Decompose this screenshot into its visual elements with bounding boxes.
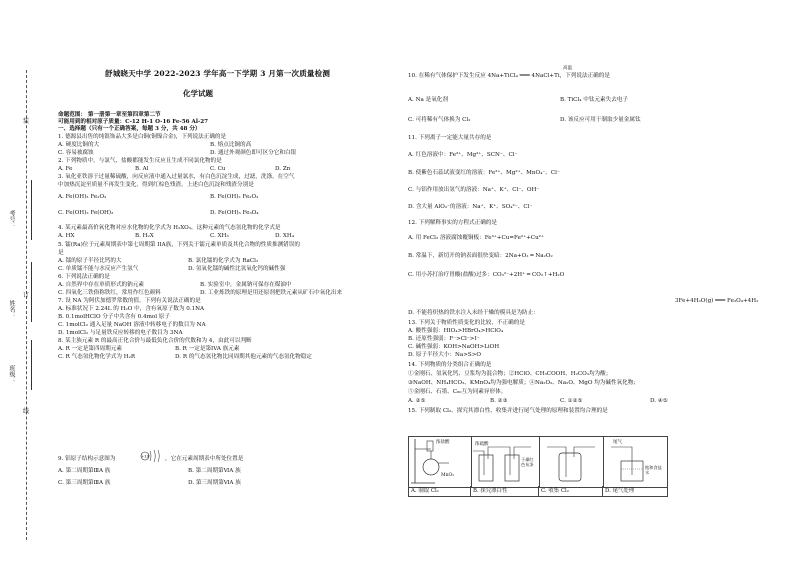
q6-option-a: A. 自然界中存在单质形式的钠元素	[58, 282, 144, 288]
label-dry-cloth: 干燥红色布条	[521, 457, 534, 467]
q1-stem: 1. 德源县出售的纯银饰品大多是白铜(铜镍合金)，下列说法正确的是	[58, 134, 227, 140]
q12-option-d-equation: 3Fe+4H₂O(g) ═══ Fe₃O₄+4H₂	[675, 298, 759, 304]
q5-option-d: D. 氢氧化镭的碱性比氢氧化钙的碱性强	[188, 266, 286, 272]
q2-option-c: C. Cu	[210, 166, 226, 172]
q5-option-b: B. 氯化镭的化学式为 RaCl₂	[188, 258, 259, 264]
caption-a: A. 制取 Cl₂	[409, 486, 471, 496]
apparatus-a	[409, 437, 472, 487]
q8-stem: 8. 某主族元素 R 的最高正化合价与最低负化合价的代数和为 4，由此可以判断	[58, 338, 252, 344]
label-tail-gas: 尾气	[613, 440, 622, 445]
caption-d: D. 尾气处理	[605, 488, 635, 494]
q4-option-b: B. H₂X	[135, 233, 154, 239]
q13-option-a: A. 酸性强弱：HIO₄>HBrO₄>HClO₄	[408, 328, 504, 334]
q6-stem: 6. 下列说法正确的是	[58, 274, 110, 280]
q4-option-d: D. XH₄	[275, 233, 294, 239]
q14-option-a: A. ②⑤	[408, 398, 426, 404]
seat-label: 考号：	[8, 210, 15, 228]
apparatus-d	[603, 437, 667, 487]
q13-option-b: B. 还原性强弱：F⁻>Cl⁻>I⁻	[408, 336, 480, 342]
q9-option-d: D. 第三周期第ⅥA 族	[188, 480, 241, 486]
q7-stem: 7. 设 NA 为阿伏加德罗常数的值。下列有关说法正确的是	[58, 298, 201, 304]
q1-option-c: C. 容易被腐蚀	[58, 150, 94, 156]
label-sat-brine: 饱和食盐水	[645, 465, 662, 475]
q3-stem-1: 3. 氧化亚铁溶于过量稀硫酸，向反应液中通入过量氯水，有白色沉淀生成，过滤，洗涤，在空气	[58, 174, 295, 180]
q7-option-a: A. 标准状况下 2.24L 的 H₂O 中，含有氧原子数为 0.1NA	[58, 306, 205, 312]
q13-stem: 13. 下列关于物质性质变化的比较，不正确的是	[408, 320, 525, 326]
q10-option-d: D. 该反应可用于制取少量金属钛	[560, 117, 641, 123]
atomic-mass-line: 可能用到的相对原子质量：C-12 H-1 O-16 Fe-56 Al-27	[58, 119, 209, 125]
q12-option-d: D. 不能将炽热的铁水注入未经干燥的模具是为防止：	[408, 310, 539, 316]
q14-item-1: ①金刚石、氢氧化钙、豆浆均为混合物；②HClO、CH₃COOH、H₂CO₃均为酸；	[408, 371, 612, 377]
q1-option-d: D. 通过外观颜色即可区分它和白银	[210, 150, 297, 156]
section-heading: 一、选择题（只有一个正确答案，每题 3 分，共 48 分）	[58, 126, 201, 132]
q14-item-3: ⑤金刚石、石墨、C₆₀互为同素异形体。	[408, 389, 507, 395]
exam-subtitle: 化学试题	[183, 89, 213, 98]
q15-stem: 15. 下列制取 Cl₂、探究其漂白性、收集并进行尾气处理的原理和装置均合理的是	[408, 408, 608, 414]
q5-option-a: A. 镭的原子半径比钙的大	[58, 258, 122, 264]
q3-option-d: D. Fe(OH)₃ Fe₃O₄	[210, 210, 259, 216]
q11-option-a: A. 红色溶液中：Fe³⁺、Mg²⁺、SCN⁻、Cl⁻	[408, 152, 518, 158]
q5-option-c: C. 单质镭不能与水反应产生氢气	[58, 266, 139, 272]
binding-mark-zhuang: 装	[22, 118, 29, 125]
q10-condition: 高温	[563, 66, 572, 71]
q3-option-a: A. Fe(OH)₃ Fe₂O₃	[58, 194, 107, 200]
q2-option-d: D. Zn	[275, 166, 291, 172]
q10-stem: 10. 在稀有气体保护下发生反应 4Na+TiCl₄ ═══ 4NaCl+Ti，下列说法正确的是	[408, 73, 610, 79]
q7-option-d: D. 1molCl₂ 与足量铁反应转移的电子数目为 3NA	[58, 330, 183, 336]
q5-stem-2: 是	[58, 250, 64, 256]
q8-option-c: C. R 气态氢化物化学式为 H₂R	[58, 354, 136, 360]
q14-item-2: ③NaOH、NH₄HCO₃、KMnO₄均为强电解质；④Na₂O₂、Na₂O、MgO 均为碱性氧化物；	[408, 380, 639, 386]
q9-stem: 9. 铝原子结构示意图为	[58, 456, 116, 462]
q14-option-c: C. ①②⑤	[560, 398, 583, 404]
q13-option-d: D. 原子半径大小：Na>S>O	[408, 352, 482, 358]
q5-stem-1: 5. 镭(Ra)位于元素周期表中第七周期第 IIA族，下列关于镭元素单质及其化合物的性质推测错误的	[58, 242, 300, 248]
q7-option-c: C. 1molCl₂ 通入足量 NaOH 溶液中转移电子的数目为 NA	[58, 322, 206, 328]
name-field-line	[31, 262, 32, 322]
q10-option-c: C. 可将稀有气体换为 Cl₂	[408, 117, 471, 123]
label-conc-h2so4: 浓硫酸	[475, 442, 489, 447]
caption-b: B. 探究漂白性	[471, 486, 539, 496]
q11-option-c: C. 与铝作用放出氢气的溶液：Na⁺、K⁺、Cl⁻、OH⁻	[408, 187, 540, 193]
q1-option-a: A. 硬度比铜的大	[58, 142, 100, 148]
apparatus-figure	[408, 436, 668, 488]
q2-stem: 2. 下列物质中，与氯气、盐酸都能发生反应且生成不同氯化物的是	[58, 158, 222, 164]
apparatus-c	[539, 437, 604, 487]
label-mno2: MnO₂	[441, 473, 454, 478]
q9-stem-tail: ，它在元素周期表中所处位置是	[165, 456, 244, 462]
q4-stem: 4. 某元素最高价氧化物对应水化物的化学式为 H₂XO₃，这种元素的气态氢化物的化学式是	[58, 225, 281, 231]
caption-c: C. 收集 Cl₂	[539, 486, 603, 496]
q11-option-d: D. 含大量 AlO₂⁻的溶液：Na⁺、K⁺、SO₄²⁻、Cl⁻	[408, 204, 533, 210]
q6-option-c: C. 四氧化三铁俗称铁红，常用作红色颜料	[58, 290, 161, 296]
q6-option-d: D. 工业炼铁的原理是用还原剂把铁元素从矿石中氧化出来	[200, 290, 343, 296]
exam-scope: 命题范围： 第一册第一章至第四章第二节	[58, 112, 161, 118]
class-field-line	[31, 340, 32, 390]
q4-option-c: C. XH₃	[210, 233, 229, 239]
q9-option-b: B. 第二周期第ⅥA 族	[188, 468, 241, 474]
name-label: 姓名：	[8, 300, 15, 318]
q7-option-b: B. 0.1molHClO 分子中共含有 0.4mol 原子	[58, 314, 170, 320]
q12-stem: 12. 下列解释事实的方程式正确的是	[408, 220, 497, 226]
q14-option-b: B. ②③	[490, 398, 508, 404]
q1-option-b: B. 熔点比铜的高	[210, 142, 252, 148]
binding-line	[26, 70, 27, 540]
q11-stem: 11. 下列离子一定能大量共存的是	[408, 135, 492, 141]
label-conc-hcl: 浓盐酸	[436, 440, 450, 445]
q2-option-b: B. Al	[135, 166, 149, 172]
q2-option-a: A. Fe	[58, 166, 73, 172]
binding-mark-ding: 订	[22, 292, 29, 299]
q3-option-b: B. Fe(OH)₂ Fe₂O₃	[210, 194, 259, 200]
q8-option-a: A. R 一定是第四周期元素	[58, 346, 122, 352]
q10-option-a: A. Na 是氧化剂	[408, 97, 448, 103]
q12-option-b: B. 常温下，新切开的钠表面很快变暗：2Na+O₂ ═ Na₂O₂	[408, 253, 553, 259]
q6-option-b: B. 实验室中，金属钠可保存在煤油中	[200, 282, 292, 288]
q9-option-a: A. 第二周期第ⅢA 族	[58, 468, 111, 474]
q12-option-a: A. 用 FeCl₃ 溶液腐蚀覆铜板：Fe³⁺+Cu=Fe²⁺+Cu²⁺	[408, 235, 544, 241]
q4-option-a: A. HX	[58, 233, 75, 239]
apparatus-b	[471, 437, 540, 487]
q8-option-d: D. R 的气态氢化物比同周期其他元素的气态氢化物稳定	[175, 354, 312, 360]
q14-stem: 14. 下列物质的分类组合正确的是	[408, 362, 492, 368]
aluminum-atom-diagram	[140, 448, 162, 464]
apparatus-captions	[408, 486, 668, 497]
class-label: 班级：	[8, 365, 15, 383]
q14-option-d: D. ④⑤	[650, 398, 668, 404]
q3-stem-2: 中加热沉淀至质量不再发生变化，得到红棕色残渣。上述白色沉淀和残渣分别是	[58, 182, 254, 188]
q10-option-b: B. TiCl₄ 中钛元素失去电子	[560, 97, 629, 103]
q12-option-c: C. 用小苏打治疗胃酸(盐酸)过多：CO₃²⁻+2H⁺ ═ CO₂↑+H₂O	[408, 272, 565, 278]
svg-text:+13: +13	[141, 454, 149, 459]
q3-option-c: C. Fe(OH)₂ Fe(OH)₃	[58, 210, 114, 216]
q8-option-b: B. R 一定是第IVA 族元素	[175, 346, 240, 352]
binding-mark-xian: 线	[22, 408, 29, 415]
q9-option-c: C. 第三周期第ⅢA 族	[58, 480, 111, 486]
q13-option-c: C. 碱性强弱：KOH>NaOH>LiOH	[408, 344, 500, 350]
seat-field-line	[31, 180, 32, 240]
exam-title: 舒城晓天中学 2022-2023 学年高一下学期 3 月第一次质量检测	[105, 69, 331, 78]
q11-option-b: B. 使紫色石蕊试液变红的溶液：Fe²⁺、Mg²⁺、MnO₄⁻、Cl⁻	[408, 170, 560, 176]
